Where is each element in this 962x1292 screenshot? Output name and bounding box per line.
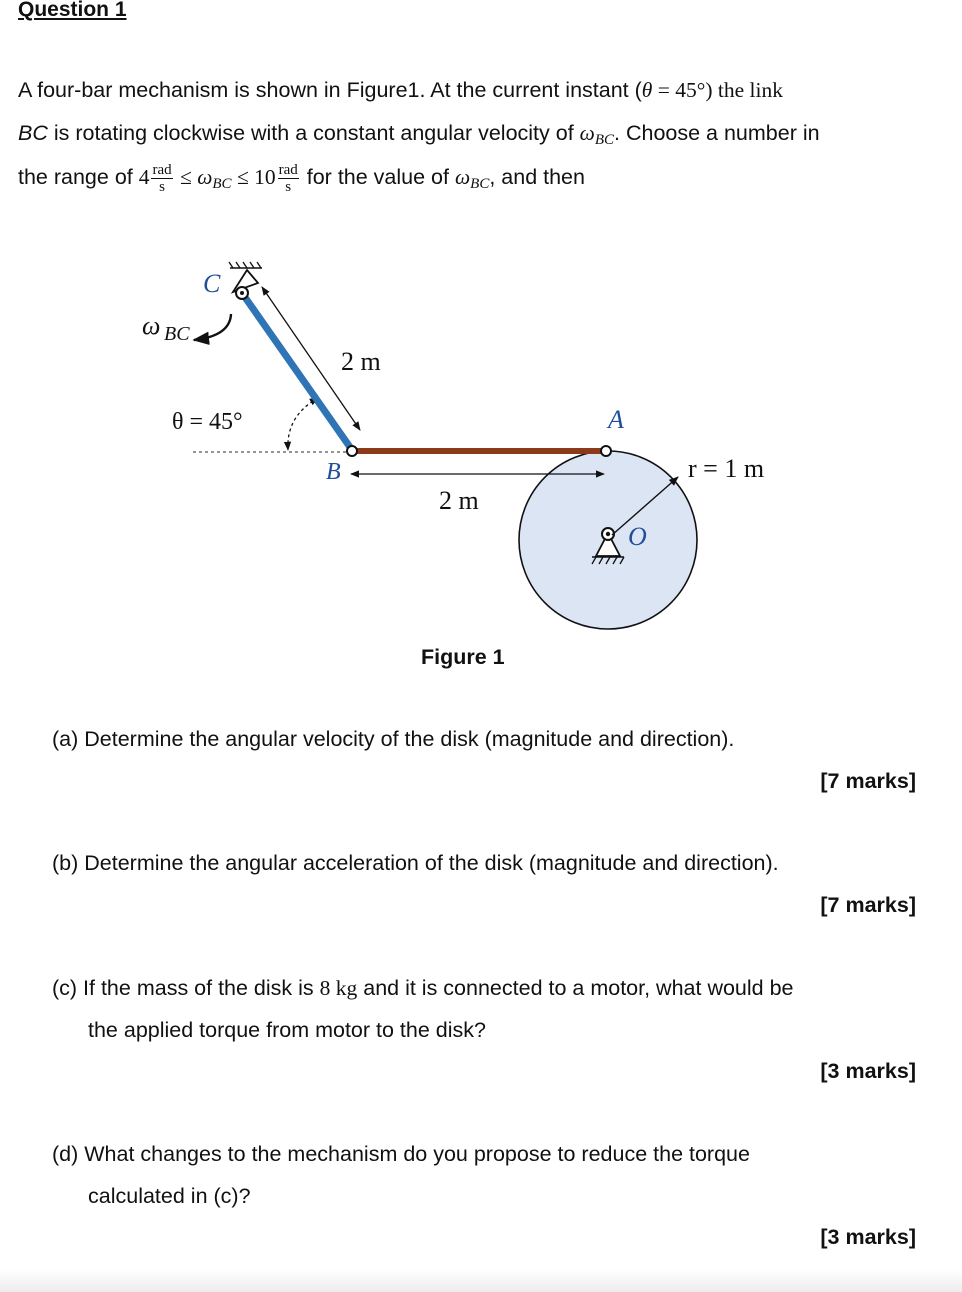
le-symbol: ≤ bbox=[174, 165, 198, 190]
label-ab-length: 2 m bbox=[439, 486, 479, 515]
label-o: O bbox=[628, 522, 647, 551]
label-radius: r = 1 m bbox=[688, 454, 765, 483]
label-bc-length: 2 m bbox=[341, 347, 381, 376]
question-a: (a) Determine the angular velocity of the disk (magnitude and direction). bbox=[52, 727, 735, 751]
marks-a: [7 marks] bbox=[820, 769, 916, 793]
omega-subscript: BC bbox=[212, 176, 232, 193]
range-max: ≤ 10 bbox=[231, 165, 276, 190]
intro-text: for the value of bbox=[300, 165, 455, 190]
pin-b bbox=[347, 446, 357, 456]
bottom-edge bbox=[0, 1270, 962, 1292]
intro-text: , and then bbox=[489, 165, 585, 190]
question-c-text: and it is connected to a motor, what would be bbox=[357, 976, 794, 1000]
intro-text: . Choose a number in bbox=[614, 121, 820, 145]
question-title: Question 1 bbox=[18, 0, 127, 21]
question-b: (b) Determine the angular acceleration of the disk (magnitude and direction). bbox=[52, 851, 779, 875]
omega-subscript: BC bbox=[470, 176, 490, 193]
label-omega-sub: BC bbox=[164, 323, 190, 345]
question-c-text: (c) If the mass of the disk is bbox=[52, 976, 320, 1000]
marks-b: [7 marks] bbox=[820, 893, 916, 917]
theta-symbol: θ bbox=[641, 78, 653, 102]
omega-subscript: BC bbox=[594, 132, 615, 148]
intro-text: is rotating clockwise with a constant angular velocity of bbox=[47, 121, 580, 145]
figure-caption: Figure 1 bbox=[421, 645, 505, 669]
omega-symbol: ω bbox=[197, 165, 213, 190]
intro-text: the range of bbox=[18, 165, 139, 190]
label-theta: θ = 45° bbox=[172, 409, 243, 435]
label-a: A bbox=[608, 405, 624, 434]
frac-denominator: s bbox=[285, 179, 292, 195]
label-b: B bbox=[326, 459, 341, 485]
theta-value: = 45°) the link bbox=[652, 78, 783, 102]
omega-symbol: ω bbox=[579, 121, 595, 145]
omega-rotation-arrow-icon bbox=[194, 314, 231, 340]
marks-d: [3 marks] bbox=[820, 1225, 916, 1249]
question-c bbox=[52, 976, 794, 1001]
range-min: 4 bbox=[138, 165, 150, 190]
marks-c: [3 marks] bbox=[820, 1059, 916, 1083]
theta-arc-icon bbox=[288, 398, 318, 450]
pin-a bbox=[601, 446, 611, 456]
label-c: C bbox=[203, 269, 221, 298]
ground-support-c-icon bbox=[229, 262, 262, 299]
frac-denominator: s bbox=[159, 179, 165, 195]
question-d: (d) What changes to the mechanism do you propose to reduce the torque bbox=[52, 1142, 750, 1166]
question-d-line-2: calculated in (c)? bbox=[88, 1184, 251, 1208]
link-bc-text: BC bbox=[18, 121, 48, 145]
mass-value: 8 kg bbox=[319, 976, 358, 1000]
omega-symbol: ω bbox=[454, 165, 471, 190]
question-c-line-2: the applied torque from motor to the disk? bbox=[88, 1018, 486, 1042]
frac-numerator: rad bbox=[278, 162, 298, 178]
label-omega: ω bbox=[142, 311, 161, 340]
frac-numerator: rad bbox=[152, 162, 172, 178]
link-bc bbox=[242, 293, 352, 450]
intro-text: A four-bar mechanism is shown in Figure1. At the current instant ( bbox=[18, 78, 642, 102]
